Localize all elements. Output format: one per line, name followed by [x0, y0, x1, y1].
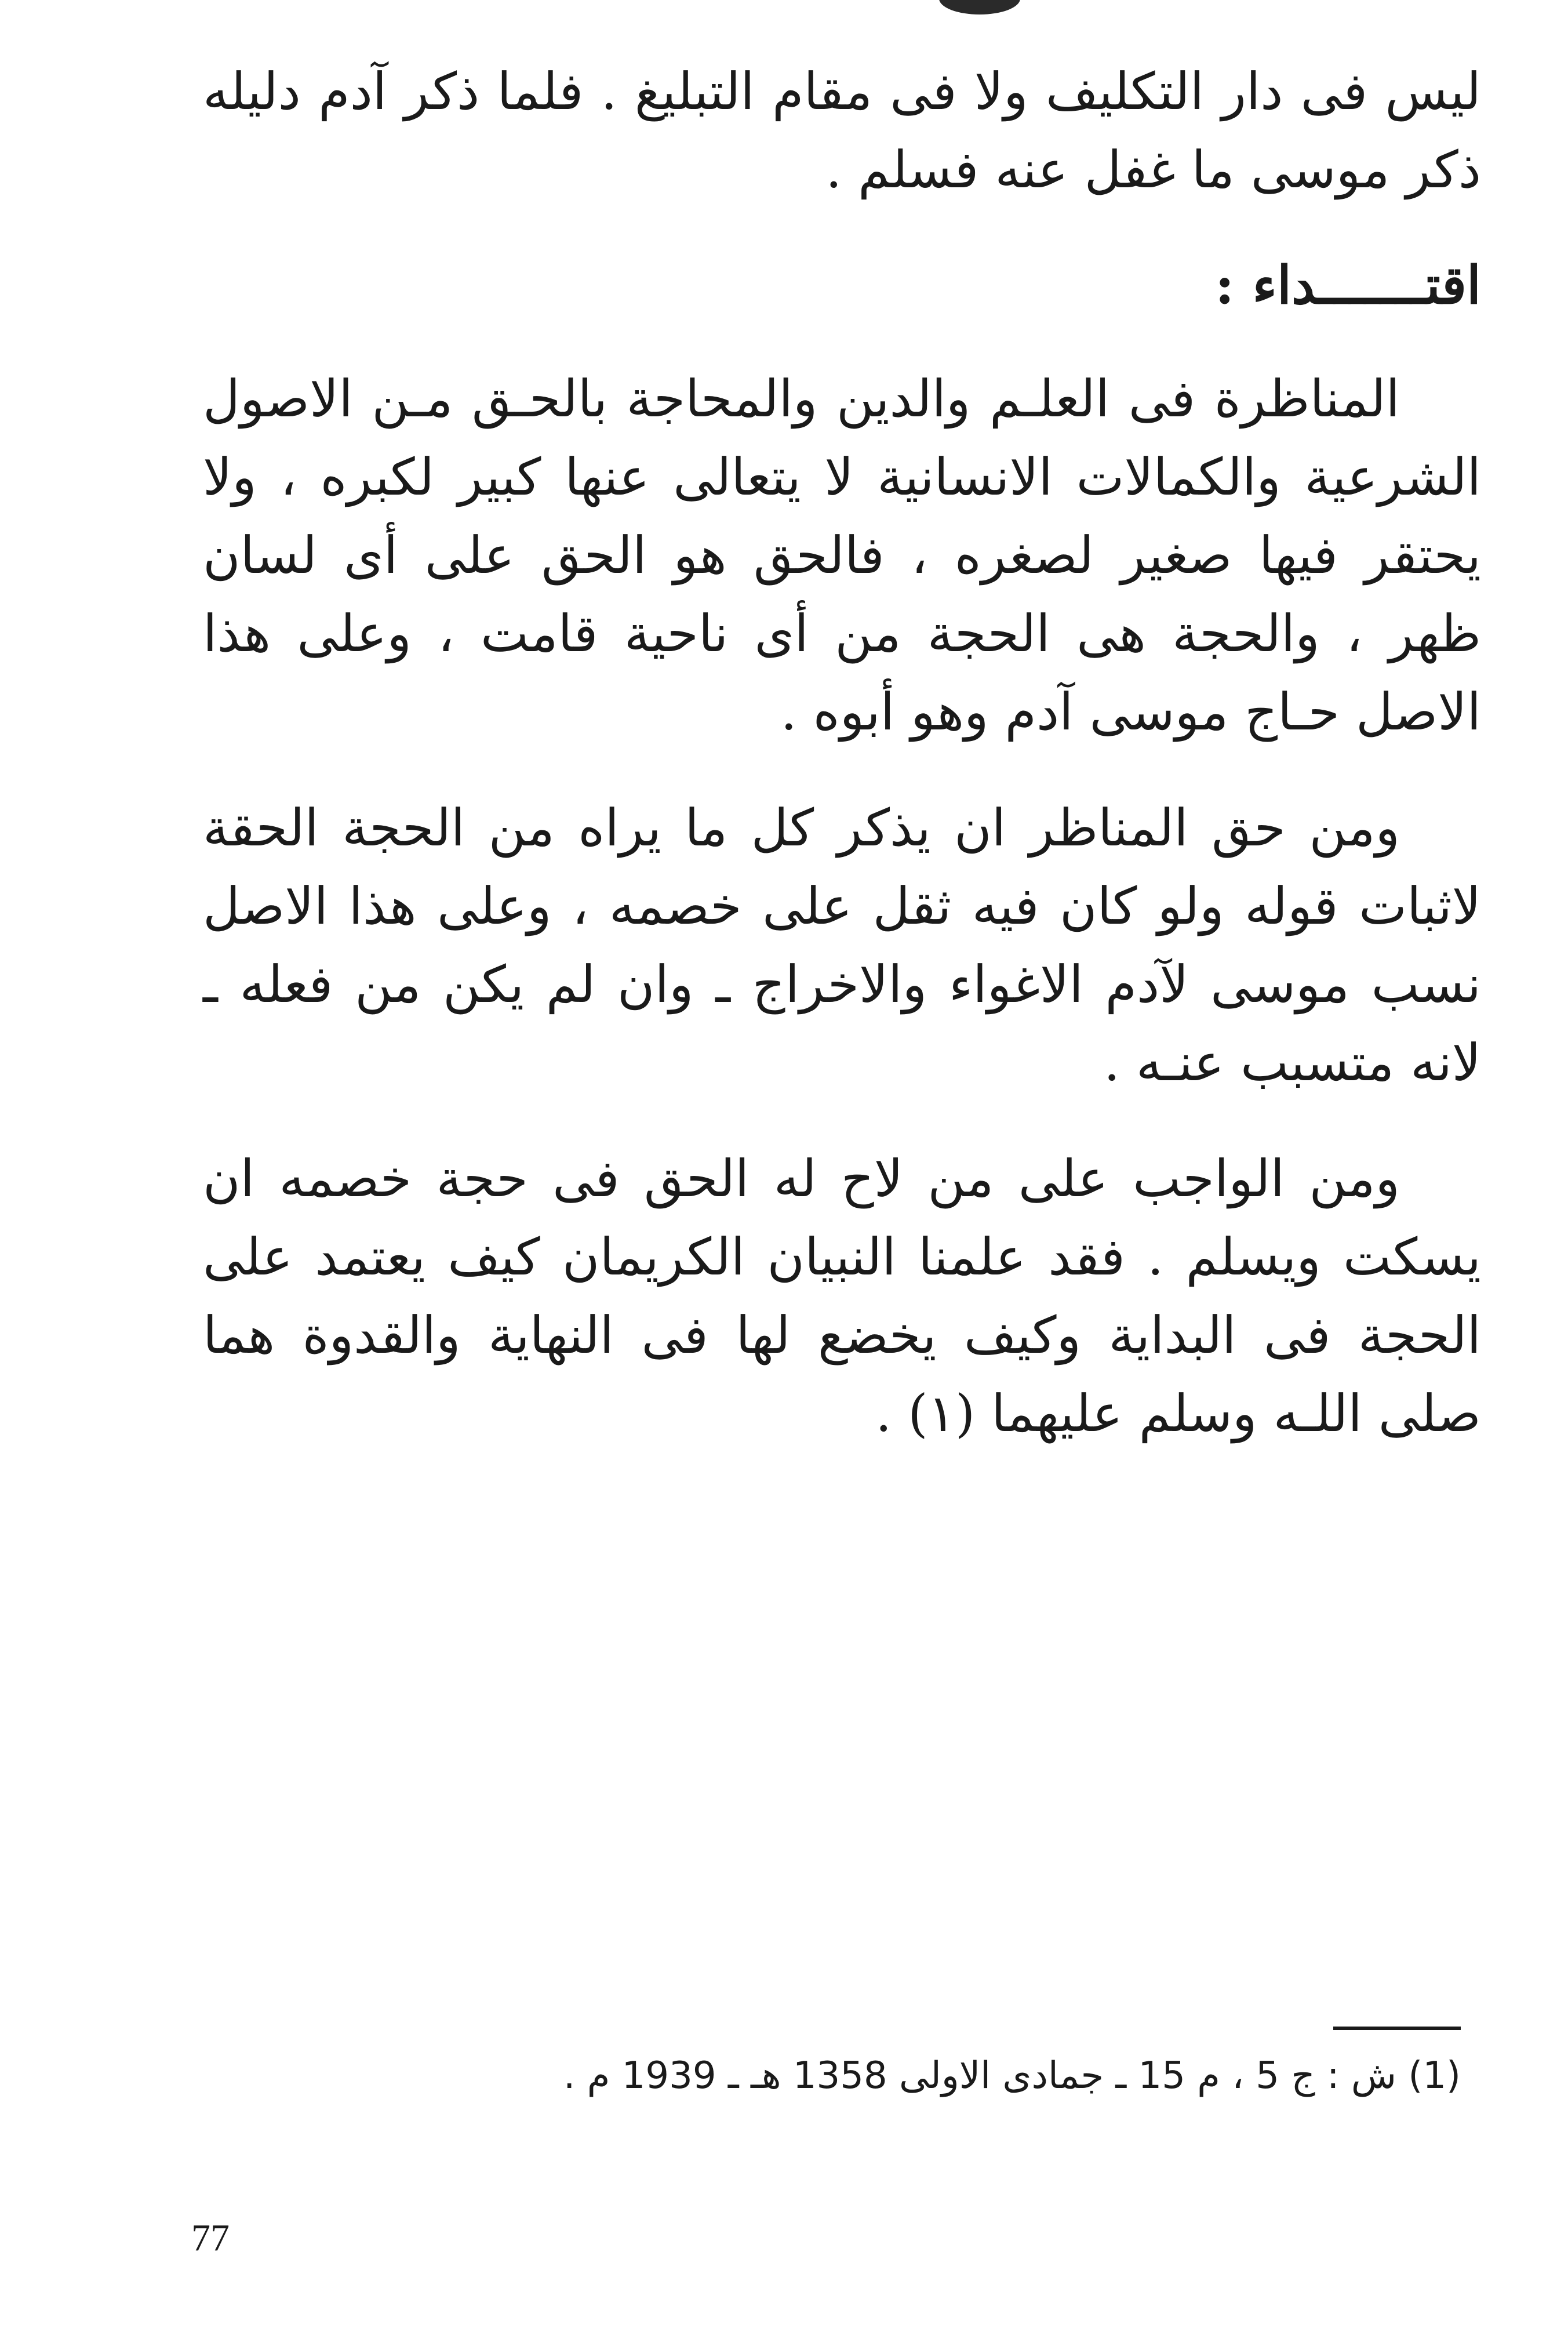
paragraph-2: ومن حق المناظر ان يذكر كل ما يراه من الحجة الحقة لاثبات قوله ولو كان فيه ثقل على خصمه ، وعلى هذا الاصل نسب موسى لآدم الاغواء والاخراج ـ وان لم يكن من فعله ـ لانه متسبب عنـه . [203, 798, 1481, 1092]
footnote-divider [1333, 2027, 1461, 2030]
paragraph-1: المناظرة فى العلـم والدين والمحاجة بالحـق مـن الاصول الشرعية والكمالات الانسانية لا يتعالى عنها كبير لكبره ، ولا يحتقر فيها صغير لصغره ، فالحق هو الحق على أى لسان ظهر ، والحجة هى الحجة من أى ناحية قامت ، وعلى هذا الاصل حـاج موسى آدم وهو أبوه . [203, 369, 1482, 742]
paragraph-3: ومن الواجب على من لاح له الحق فى حجة خصمه ان يسكت ويسلم . فقد علمنا النبيان الكريمان كيف يعتمد على الحجة فى البداية وكيف يخضع لها فى النهاية والقدوة هما صلى اللـه وسلم عليهما (١) . [203, 1149, 1481, 1443]
paragraph-continuation: ليس فى دار التكليف ولا فى مقام التبليغ . فلما ذكر آدم دليله ذكر موسى ما غفل عنه فسلم . [203, 61, 1481, 199]
section-heading: اقتـــــــداء : [1215, 255, 1481, 316]
body-text [203, 52, 1481, 1490]
ink-blot-mark [939, 0, 1020, 14]
footnote: (1) ش : ج 5 ، م 15 ـ جمادى الاولى 1358 هـ ـ 1939 م . [563, 2054, 1461, 2097]
page-number: 77 [191, 2217, 230, 2259]
